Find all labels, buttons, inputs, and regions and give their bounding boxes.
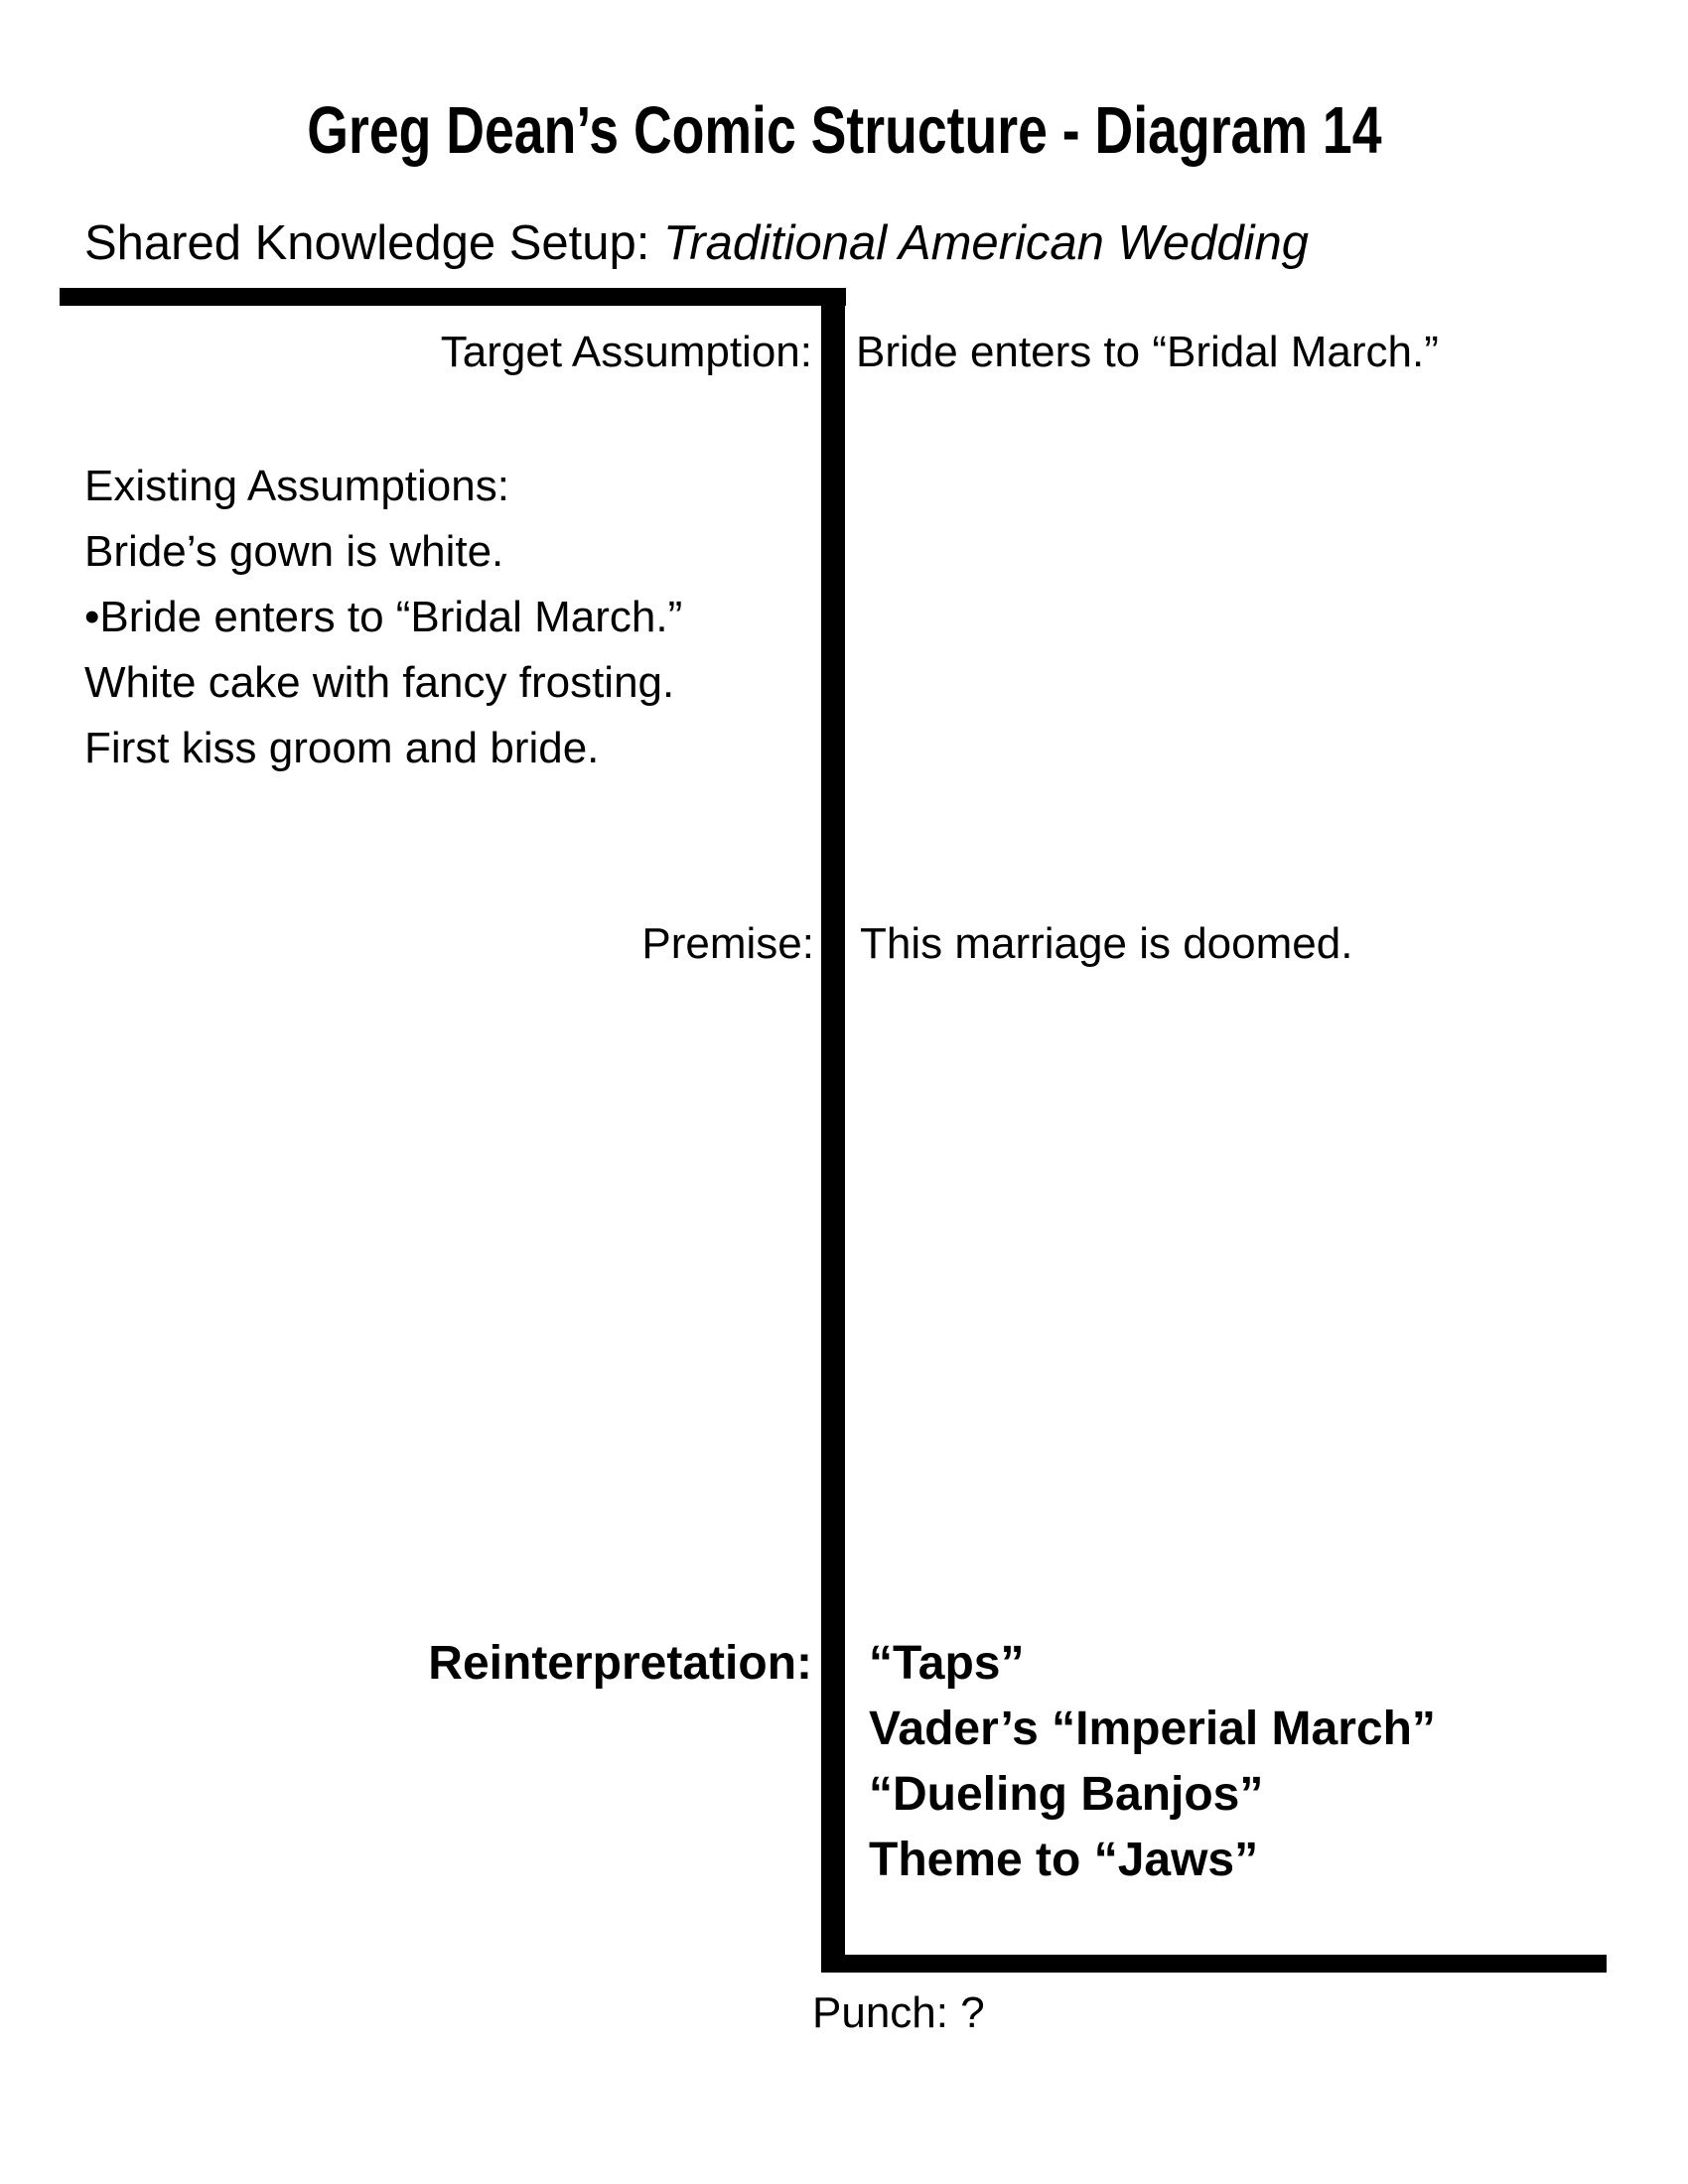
punch-bottom-bar — [821, 1955, 1607, 1973]
punch-value: ? — [960, 1988, 985, 2037]
setup-value: Traditional American Wedding — [663, 216, 1310, 270]
reinterpretation-item: “Dueling Banjos” — [869, 1768, 1264, 1821]
premise-value: This marriage is doomed. — [860, 919, 1353, 968]
page-title — [0, 91, 1688, 171]
punch-label: Punch: — [812, 1988, 948, 2037]
existing-assumption-item: White cake with fancy frosting. — [84, 658, 675, 707]
reinterpretation-label: Reinterpretation: — [428, 1637, 812, 1690]
reinterpretation-item: Theme to “Jaws” — [869, 1834, 1259, 1886]
setup-label: Shared Knowledge Setup: — [84, 216, 650, 270]
existing-assumption-item: Bride’s gown is white. — [84, 527, 504, 576]
reinterpretation-item: “Taps” — [869, 1637, 1025, 1690]
punch-line — [812, 1980, 985, 2046]
reinterpretation-items — [869, 1631, 1436, 1893]
setup-top-bar — [60, 288, 846, 306]
existing-assumption-item: First kiss groom and bride. — [84, 724, 600, 772]
target-assumption-label: Target Assumption: — [440, 328, 812, 376]
existing-assumptions-block — [84, 454, 682, 781]
existing-assumptions-heading: Existing Assumptions: — [84, 462, 509, 510]
premise-label: Premise: — [641, 919, 814, 968]
existing-assumption-item: •Bride enters to “Bridal March.” — [84, 593, 683, 641]
structure-vertical-bar — [821, 288, 845, 1973]
page-title-text: Greg Dean’s Comic Structure - Diagram 14 — [306, 93, 1382, 168]
reinterpretation-item: Vader’s “Imperial March” — [869, 1703, 1436, 1755]
target-assumption-value: Bride enters to “Bridal March.” — [856, 328, 1439, 376]
shared-knowledge-setup-line — [84, 210, 1309, 276]
